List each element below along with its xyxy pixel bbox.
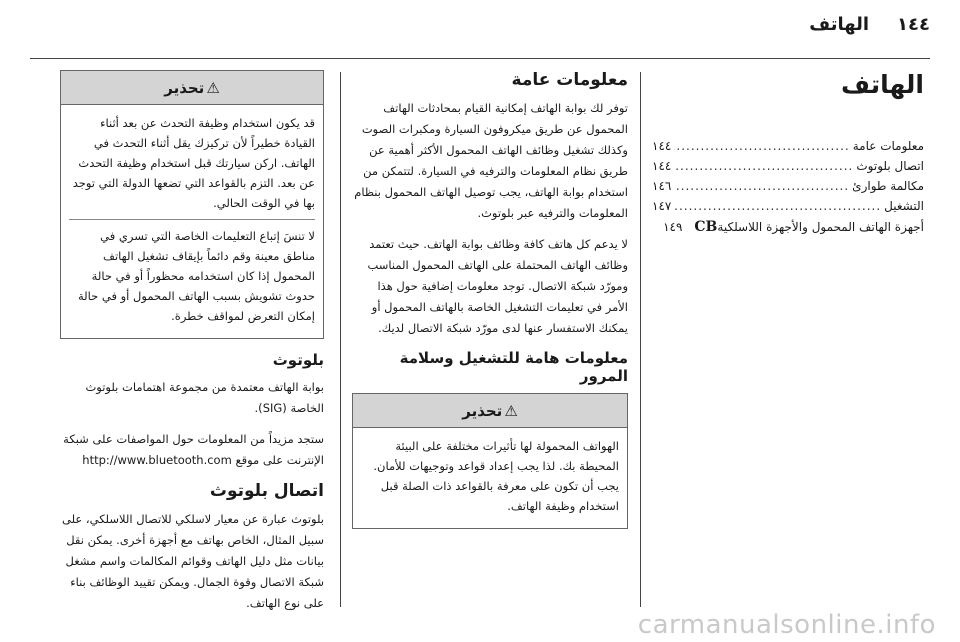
toc-leader [674, 199, 881, 213]
warning-title: تحذير [164, 78, 205, 97]
header-title: الهاتف [809, 14, 870, 35]
warning-icon: ⚠ [206, 78, 220, 97]
warning-box [60, 70, 324, 339]
bluetooth-connection-paragraph: بلوتوث عبارة عن معيار لاسلكي للاتصال اللاسلكي، على سبيل المثال، الخاص بهاتف مع أجهزة أخرى. يمكن نقل بيانات مثل دليل الهاتف وقوائم المكالمات واسم مشغل شبكة الاتصال وقوة الجمال. ويمكن تقييد الوظائف بناء على نوع الهاتف. [61, 512, 324, 610]
watermark: carmanualsonline.info [637, 610, 936, 640]
toc-column [652, 70, 924, 241]
toc-item-page: ١٤٤ [652, 159, 672, 173]
column-divider-left [340, 72, 341, 607]
toc-item-label: أجهزة الهاتف المحمول والأجهزة اللاسلكية [717, 220, 924, 234]
bluetooth-paragraph: بوابة الهاتف معتمدة من مجموعة اهتمامات بلوتوث الخاصة (SIG). [85, 380, 324, 415]
page-header [30, 10, 930, 60]
safety-heading: معلومات هامة للتشغيل وسلامة المرور [399, 349, 628, 385]
bluetooth-paragraph: ستجد مزيداً من المعلومات حول المواصفات على شبكة الإنترنت على موقع http://www.bluetooth.com [63, 432, 324, 467]
toc-item[interactable] [652, 179, 924, 193]
toc-item-label: مكالمة طوارئ [852, 179, 924, 193]
toc-item[interactable] [652, 199, 924, 213]
warning-body [353, 428, 627, 528]
general-info-column [352, 70, 628, 541]
general-info-paragraph: لا يدعم كل هاتف كافة وظائف بوابة الهاتف. حيث تعتمد وظائف الهاتف المحتملة على الهاتف المحمول المناسب ومورّد شبكة الاتصال. توجد معلومات إضافية حول هذا الأمر في تعليمات التشغيل الخاصة بالهاتف المحمول أو يمكنك الاستفسار عنها لدى مورّد شبكة الاتصال لديك. [367, 237, 628, 335]
warning-header [353, 394, 627, 428]
page-number: ١٤٤ [897, 14, 930, 35]
toc-item[interactable] [652, 219, 924, 235]
bluetooth-connection-heading: اتصال بلوتوث [209, 481, 324, 501]
general-info-heading: معلومات عامة [511, 70, 628, 90]
toc-leader [674, 159, 853, 173]
header-text [809, 14, 930, 35]
toc-item[interactable] [652, 139, 924, 153]
column-divider-right [640, 72, 641, 607]
general-info-paragraph: توفر لك بوابة الهاتف إمكانية القيام بمحادثات الهاتف المحمول عن طريق ميكروفون السيارة ومكبرات الصوت وكذلك تشغيل وظائف الهاتف المحمول الأكثر أهمية عن طريق نظام المعلومات والترفيه في السيارة. لتتمكن من استخدام بوابة الهاتف، يجب توصيل الهاتف المحمول بنظام المعلومات والترفيه عبر بلوتوث. [354, 101, 628, 220]
chapter-title: الهاتف [840, 70, 924, 99]
toc-leader [674, 139, 849, 153]
warning-divider [69, 219, 315, 220]
warning-text: لا تنسَ إتباع التعليمات الخاصة التي تسري في مناطق معينة وقم دائماً بإيقاف تشغيل الهاتف المحمول إذا كان استخدامه محظوراً أو في حالة حدوث تشويش بسبب الهاتف المحمول أو في حالة إمكان التعرض لمواقف خطرة. [77, 229, 315, 323]
warning-title: تحذير [462, 401, 503, 420]
toc-item-label: اتصال بلوتوث [856, 159, 924, 173]
header-rule [30, 58, 930, 59]
warning-text: قد يكون استخدام وظيفة التحدث عن بعد أثناء القيادة خطيراً لأن تركيزك يقل أثناء التحدث في الهاتف. اركن سيارتك قبل استخدام وظيفة التحدث عن بعد. التزم بالقواعد التي تضعها الدولة التي توجد بها في الوقت الحالي. [72, 116, 315, 210]
bluetooth-heading: بلوتوث [272, 351, 324, 369]
warning-icon: ⚠ [504, 401, 518, 420]
toc-leader [674, 179, 849, 193]
toc-item-label: معلومات عامة [852, 139, 924, 153]
toc-item-page: ١٤٩ [663, 220, 683, 234]
table-of-contents [652, 139, 924, 235]
toc-item-page: ١٤٤ [652, 139, 672, 153]
toc-brand-mark: CB [694, 219, 718, 235]
toc-item[interactable] [652, 159, 924, 173]
warning-box [352, 393, 628, 529]
toc-item-page: ١٤٦ [652, 179, 672, 193]
warning-header [61, 71, 323, 105]
warning-text: الهواتف المحمولة لها تأثيرات مختلفة على البيئة المحيطة بك. لذا يجب إعداد قواعد وتوجيهات للأمان. يجب أن تكون على معرفة بالقواعد ذات الصلة قبل استخدام وظيفة الهاتف. [373, 439, 619, 513]
toc-item-page: ١٤٧ [652, 199, 672, 213]
toc-item-label: التشغيل [884, 199, 924, 213]
bluetooth-column [60, 70, 324, 624]
warning-body [61, 105, 323, 338]
